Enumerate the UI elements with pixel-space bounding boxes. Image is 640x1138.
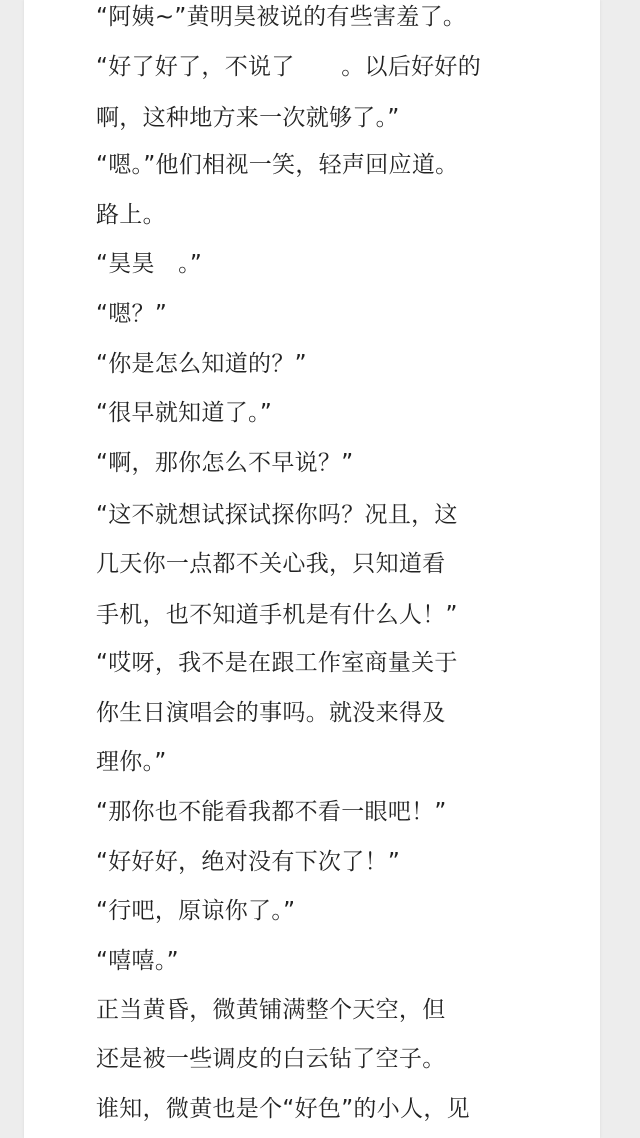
text-line: 啊，这种地方来一次就够了。” xyxy=(96,105,400,131)
text-line: 你生日演唱会的事吗。就没来得及 xyxy=(96,700,446,726)
text-line: “好了好了，不说了 。以后好好的 xyxy=(96,54,482,80)
text-line: 理你。” xyxy=(96,749,167,775)
text-line: 几天你一点都不关心我，只知道看 xyxy=(96,551,446,577)
text-line: “昊昊 。” xyxy=(96,251,203,277)
text-line: “你是怎么知道的？” xyxy=(96,351,307,377)
text-line: “这不就想试探试探你吗？况且，这 xyxy=(96,502,458,528)
text-line: “好好好，绝对没有下次了！” xyxy=(96,849,401,875)
text-line: “嗯？” xyxy=(96,301,168,327)
text-line: 还是被一些调皮的白云钻了空子。 xyxy=(96,1046,446,1072)
text-line: “那你也不能看我都不看一眼吧！” xyxy=(96,799,447,825)
text-line: “嘻嘻。” xyxy=(96,948,179,974)
text-line: “哎呀，我不是在跟工作室商量关于 xyxy=(96,650,458,676)
text-line: “嗯。”他们相视一笑，轻声回应道。 xyxy=(96,152,459,178)
text-line: 路上。 xyxy=(96,202,166,228)
text-line: 谁知，微黄也是个“好色”的小人，见 xyxy=(96,1096,470,1122)
text-line: 手机，也不知道手机是有什么人！” xyxy=(96,602,458,628)
text-line: “阿姨~”黄明昊被说的有些害羞了。 xyxy=(96,4,467,30)
text-line: 正当黄昏，微黄铺满整个天空，但 xyxy=(96,997,446,1023)
text-line: “很早就知道了。” xyxy=(96,400,273,426)
text-line: “行吧，原谅你了。” xyxy=(96,898,296,924)
text-line: “啊，那你怎么不早说？” xyxy=(96,450,354,476)
